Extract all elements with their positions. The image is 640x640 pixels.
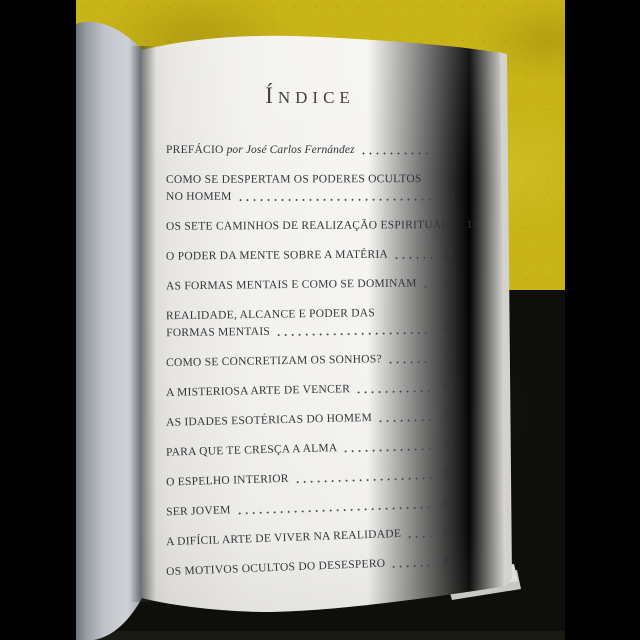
- dot-leader: [424, 284, 432, 289]
- toc-entry-row: [166, 350, 454, 372]
- toc-entry-row: [165, 217, 478, 236]
- toc-entry-label: PARA QUE TE CRESÇA A ALMA: [165, 442, 338, 459]
- toc-entry-label: FORMAS MENTAIS: [166, 325, 271, 340]
- dot-leader: [357, 388, 432, 395]
- toc-page-number: 89: [442, 555, 455, 568]
- toc-entry: [166, 246, 454, 266]
- toc-page-number: 35: [442, 277, 455, 290]
- toc-entry-row: [166, 379, 454, 402]
- toc-page-number: 9: [448, 190, 455, 203]
- toc-entry-label: OS SETE CAMINHOS DE REALIZAÇÃO ESPIRITUAL: [165, 219, 449, 233]
- dot-leader: [277, 330, 432, 337]
- toc-entry-label: AS FORMAS MENTAIS E COMO SE DOMINAM: [165, 277, 417, 293]
- toc-entry: [166, 171, 454, 206]
- toc-entry: [166, 437, 454, 462]
- page-title: ÍNDICE: [265, 83, 355, 108]
- toc-entry: [165, 217, 478, 236]
- toc-page-number: 61: [442, 381, 455, 394]
- toc-page-number: 51: [442, 352, 455, 365]
- toc-entry: [166, 304, 454, 342]
- toc-entry: [166, 408, 454, 432]
- dot-leader: [362, 151, 432, 156]
- dot-leader: [345, 447, 433, 454]
- toc-page-number: 81: [442, 497, 455, 510]
- toc-entry-label: O PODER DA MENTE SOBRE A MATÉRIA: [165, 248, 389, 263]
- toc-page-number: 85: [442, 526, 455, 539]
- dot-leader: [379, 418, 432, 424]
- toc-entry-row: [166, 142, 454, 159]
- toc-entry-row: [166, 246, 454, 266]
- toc-entry-label: REALIDADE, ALCANCE E PODER DAS: [165, 307, 376, 323]
- toc-entry-author: por José Carlos Fernández: [223, 144, 355, 156]
- toc-entry-label: COMO SE CONCRETIZAM OS SONHOS?: [165, 353, 382, 370]
- toc-entry-label: AS IDADES ESOTÉRICAS DO HOMEM: [165, 411, 373, 429]
- toc-entry-row: [166, 188, 454, 206]
- dot-leader: [296, 476, 432, 485]
- toc-entry-row: [166, 495, 454, 521]
- toc-entry-label: SER JOVEM: [165, 504, 231, 519]
- toc-entry-label: OS MOTIVOS OCULTOS DO DESESPERO: [165, 557, 386, 579]
- toc-entry-row: [166, 466, 454, 492]
- toc-entry-row: [166, 553, 454, 581]
- toc-entry-label: NO HOMEM: [166, 190, 232, 203]
- toc-entry-row: [166, 408, 454, 432]
- toc-entry: [166, 524, 454, 551]
- index-page: [165, 83, 478, 582]
- toc-entry-label: PREFÁCIO por José Carlos Fernández: [166, 144, 355, 156]
- toc-entry: [166, 495, 454, 521]
- dot-leader: [238, 505, 432, 516]
- toc-entry-row: [166, 524, 454, 551]
- toc-page-number: 21: [442, 248, 455, 261]
- dot-leader: [392, 563, 432, 570]
- toc-entry: [166, 553, 454, 581]
- gutter-shadow: [130, 46, 156, 602]
- toc-entry-label: COMO SE DESPERTAM OS PODERES OCULTOS: [165, 173, 422, 186]
- toc-entry-label: O ESPELHO INTERIOR: [165, 472, 289, 489]
- toc-entry-row: [166, 437, 454, 462]
- toc-entry-row: [166, 275, 454, 295]
- toc-entry-label: A DIFÍCIL ARTE DE VIVER NA REALIDADE: [165, 527, 402, 549]
- toc-entry: [166, 466, 454, 492]
- toc-entry: [166, 379, 454, 402]
- toc-page-number: 77: [442, 468, 455, 481]
- toc-entry-label: A MISTERIOSA ARTE DE VENCER: [165, 383, 351, 399]
- toc-entry: [166, 350, 454, 372]
- toc-entry: [166, 275, 454, 295]
- toc-page-number: 75: [442, 439, 455, 452]
- toc-entry: [166, 142, 454, 159]
- toc-page-number: 71: [442, 410, 455, 423]
- toc-entry-row: [166, 321, 454, 342]
- table-of-contents: [165, 142, 478, 579]
- toc-page-number: 13: [466, 218, 478, 231]
- dot-leader: [408, 534, 432, 540]
- dot-leader: [389, 359, 432, 365]
- dot-leader: [395, 255, 432, 260]
- toc-page-number: 5: [448, 144, 454, 156]
- dot-leader: [239, 197, 432, 203]
- toc-page-number: 41: [443, 322, 455, 336]
